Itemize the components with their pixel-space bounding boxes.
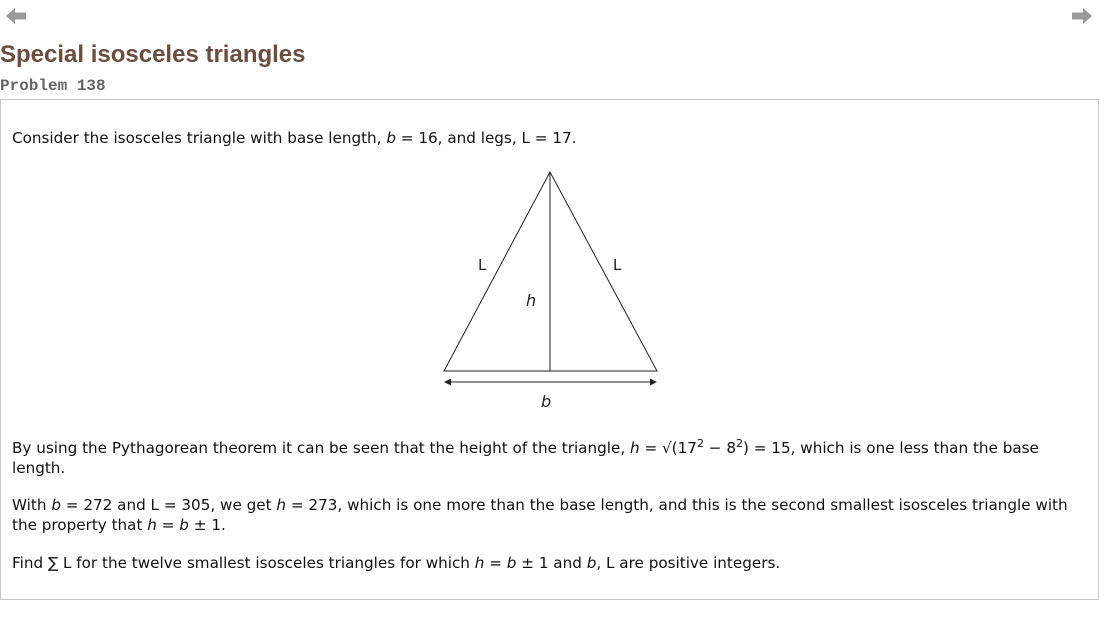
second-triangle-paragraph: With b = 272 and L = 305, we get h = 273, which is one more than the base length, and this is the second smallest isosceles triangle with the property that h = b ± 1. (12, 496, 1068, 534)
page-title: Special isosceles triangles (0, 41, 306, 68)
problem-content (0, 99, 1099, 600)
isosceles-triangle-diagram (435, 166, 675, 416)
next-problem-button[interactable] (1070, 6, 1094, 26)
previous-problem-button[interactable] (4, 6, 28, 26)
base-label: b (541, 392, 552, 411)
arrow-left-icon (4, 6, 28, 26)
intro-paragraph: Consider the isosceles triangle with base length, b = 16, and legs, L = 17. (12, 129, 577, 147)
leg-left-label: L (478, 256, 487, 274)
task-paragraph: Find ∑ L for the twelve smallest isosceles triangles for which h = b ± 1 and b, L are positive integers. (12, 554, 781, 572)
pythagoras-paragraph: By using the Pythagorean theorem it can be seen that the height of the triangle, $h = √(17^2 - 8^2) = 15$, which is one less than the base length. (12, 437, 1039, 477)
problem-number: Problem 138 (0, 77, 106, 95)
arrow-right-icon (1070, 6, 1094, 26)
height-label: h (526, 291, 537, 310)
leg-right-label: L (613, 256, 622, 274)
